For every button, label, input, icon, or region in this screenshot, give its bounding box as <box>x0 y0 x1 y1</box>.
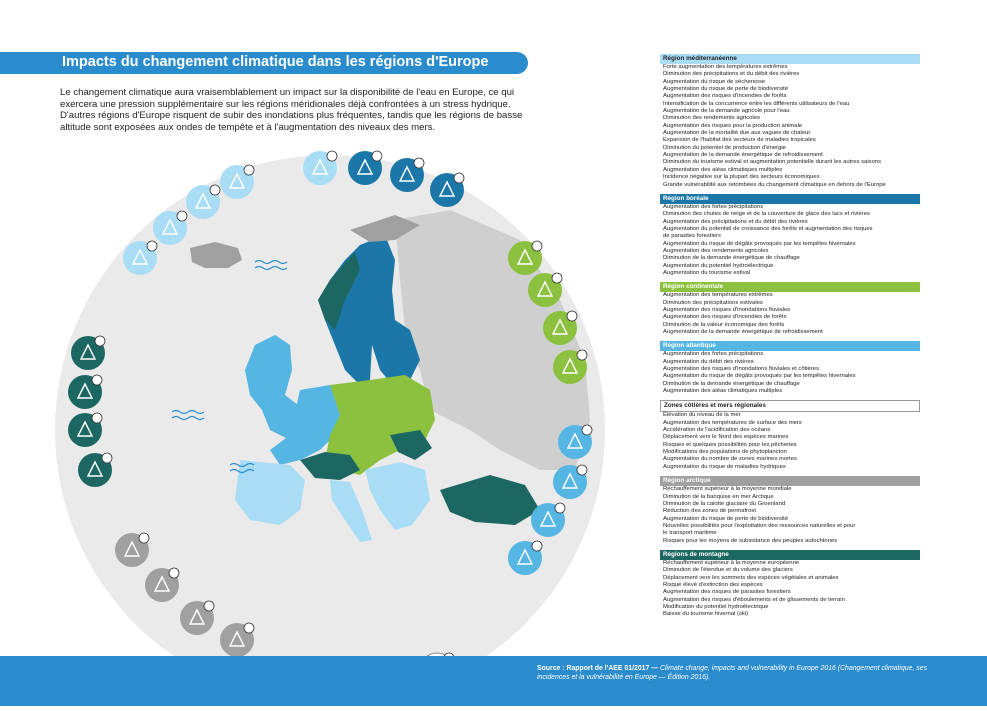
legend-item: Augmentation de la demande énergétique de refroidissement <box>663 152 823 159</box>
legend-item: Incidence négative sur la plupart des secteurs économiques <box>663 174 820 181</box>
legend-item: Déplacement vers le Nord des espèces marines <box>663 434 789 441</box>
legend-section-boreal <box>660 194 920 277</box>
thermometer-icon <box>528 273 562 307</box>
legend-item: Augmentation du risque de maladies hydriques <box>663 463 786 470</box>
legend-item: Diminution de la calotte glaciaire du Groenland <box>663 500 786 507</box>
legend-item: Modification du potentiel hydroélectrique <box>663 603 769 610</box>
legend-item: Diminution de la demande énergétique de chauffage <box>663 380 800 387</box>
legend-panel <box>660 54 920 624</box>
legend-heading: Région atlantique <box>660 341 920 351</box>
legend-item: Diminution des précipitations estivales <box>663 299 763 306</box>
legend-heading: Région continentale <box>660 282 920 292</box>
legend-heading: Région méditerranéenne <box>660 54 920 64</box>
storm-rain-icon <box>553 350 587 384</box>
legend-item: Risques pour les moyens de subsistance des peuples autochtones <box>663 537 838 544</box>
storm-cloud-icon <box>220 165 254 199</box>
legend-section-atlantic <box>660 341 920 395</box>
legend-item: Forte augmentation des températures extrêmes <box>663 64 788 70</box>
intro-text: Le changement climatique aura vraisemblablement un impact sur la disponibilité de l'eau en Europe, ce qui exercera une pression supplémentaire sur les régions méridionales déjà confrontées à un stress hydrique. D'autres régions d'Europe risquent de subir des inondations plus fréquentes, tandis que les régions de basse altitude sont exposées aux ondes de tempête et à l'augmentation des niveaux des mers. <box>60 87 523 133</box>
legend-item: Augmentation des températures de surface des mers <box>663 419 802 426</box>
legend-item: Augmentation des risques pour la production animale <box>663 122 803 129</box>
storm-rain-icon <box>558 425 592 459</box>
legend-item: Diminution du tourisme estival et augmentation potentielle durant les autres saisons <box>663 159 882 166</box>
house-flood-icon <box>531 503 565 537</box>
legend-item: Déplacement vers les sommets des espèces végétales et animales <box>663 574 839 581</box>
legend-heading: Région boréale <box>660 194 920 204</box>
animal-icon <box>68 413 102 447</box>
legend-item: Augmentation du risque de dégâts provoqués par les tempêtes hivernales <box>663 240 856 247</box>
source-report: Climate change, impacts and vulnerability in Europe 2016 (Changement climatique, ses incidences et la vulnérabilité en Europe — Édition 2016). <box>537 665 928 681</box>
legend-item: Augmentation des précipitations et du débit des rivières <box>663 218 808 225</box>
source-prefix: Source : Rapport de l'AEE 01/2017 — <box>537 665 659 672</box>
legend-item: Augmentation du risque de perte de biodiversité <box>663 515 789 522</box>
beach-sun-icon <box>303 151 337 185</box>
legend-item: Diminution des chutes de neige et de la couverture de glace des lacs et rivières <box>663 211 870 218</box>
europe-map <box>0 130 650 706</box>
fire-icon <box>186 185 220 219</box>
legend-item: Augmentation des fortes précipitations <box>663 351 764 358</box>
thermometer-icon <box>123 241 157 275</box>
footer <box>0 656 987 706</box>
legend-item: le transport maritime <box>663 530 717 537</box>
legend-section-mountain <box>660 550 920 619</box>
legend-item: Réduction des zones de permafrost <box>663 508 756 515</box>
oil-rig-icon <box>115 533 149 567</box>
house-heat-icon <box>508 541 542 575</box>
legend-item: Augmentation du potentiel de croissance des forêts et augmentation des risques <box>663 225 873 232</box>
landslide-icon <box>78 453 112 487</box>
legend-item: Augmentation du nombre de zones marines mortes <box>663 456 797 463</box>
legend-item: Diminution des précipitations et du débit des rivières <box>663 71 800 78</box>
tree-flood-icon <box>508 241 542 275</box>
wheat-icon <box>390 158 424 192</box>
legend-item: Augmentation des aléas climatiques multiples <box>663 388 783 395</box>
legend-item: Risque élevé d'extinction des espèces <box>663 581 763 588</box>
mosquito-icon <box>153 211 187 245</box>
legend-item: Diminution de la demande énergétique de chauffage <box>663 255 800 262</box>
forest-fire-icon <box>543 311 577 345</box>
legend-item: Augmentation du débit des rivières <box>663 358 754 365</box>
legend-item: Modifications des populations de phytoplancton <box>663 449 787 456</box>
legend-item: Élévation du niveau de la mer <box>663 412 741 419</box>
legend-item: Réchauffement supérieur à la moyenne mondiale <box>663 486 792 493</box>
legend-item: Augmentation des risques de parasites forestiers <box>663 589 791 596</box>
legend-item: Augmentation du risque de dégâts provoqués par les tempêtes hivernales <box>663 373 856 380</box>
source-text <box>537 664 937 682</box>
title-bar <box>0 52 528 74</box>
legend-item: Expansion de l'habitat des vecteurs de maladies tropicales <box>663 137 816 144</box>
polar-bear-icon <box>220 623 254 657</box>
legend-item: Diminution de la valeur économique des forêts <box>663 321 785 328</box>
legend-item: Diminution du potentiel de production d'énergie <box>663 144 786 151</box>
legend-item: Augmentation des risques d'incendies de forêts <box>663 314 787 321</box>
snowflake-icon <box>348 151 382 185</box>
page-title: Impacts du changement climatique dans les régions d'Europe <box>62 54 489 70</box>
storm-cloud-icon <box>430 173 464 207</box>
thermometer-icon <box>71 336 105 370</box>
mountain-snow-icon <box>68 375 102 409</box>
legend-heading: Régions de montagne <box>660 550 920 560</box>
legend-item: Augmentation des risques d'incendies de forêts <box>663 93 787 100</box>
legend-item: Augmentation des aléas climatiques multiples <box>663 166 783 173</box>
tree-flood-icon <box>553 465 587 499</box>
legend-item: Réchauffement supérieur à la moyenne européenne <box>663 559 800 566</box>
legend-item: de parasites forestiers <box>663 233 721 240</box>
legend-item: Risques et quelques possibilités pour les pêcheries <box>663 441 797 448</box>
legend-item: Augmentation de la mortalité due aux vagues de chaleur <box>663 130 811 137</box>
legend-item: Augmentation du risque de sécheresse <box>663 78 766 85</box>
legend-section-coastal <box>660 400 920 471</box>
legend-item: Augmentation de la demande énergétique de refroidissement <box>663 329 823 335</box>
ship-icon <box>180 601 214 635</box>
legend-item: Baisse du tourisme hivernal (ski) <box>663 611 749 618</box>
legend-item: Diminution de l'étendue et du volume des glaciers <box>663 567 793 574</box>
legend-item: Diminution des rendements agricoles <box>663 115 760 122</box>
legend-section-mediterranean <box>660 54 920 189</box>
legend-section-continental <box>660 282 920 336</box>
map-svg <box>0 130 650 706</box>
legend-item: Augmentation du risque de perte de biodiversité <box>663 86 789 93</box>
legend-item: Augmentation du potentiel hydroélectrique <box>663 262 774 269</box>
legend-item: Augmentation du tourisme estival <box>663 269 751 276</box>
legend-item: Diminution de la banquise en mer Arctique <box>663 493 774 500</box>
thermometer-icon <box>145 568 179 602</box>
legend-item: Augmentation des fortes précipitations <box>663 203 764 210</box>
legend-heading: Région arctique <box>660 476 920 486</box>
legend-item: Intensification de la concurrence entre les différents utilisateurs de l'eau <box>663 100 850 107</box>
legend-item: Accélération de l'acidification des océans <box>663 427 771 434</box>
legend-item: Augmentation des risques d'inondations fluviales et côtières <box>663 366 820 373</box>
legend-item: Nouvelles possibilités pour l'exploitation des ressources naturelles et pour <box>663 522 856 529</box>
legend-item: Augmentation des rendements agricoles <box>663 247 769 254</box>
legend-item: Augmentation des risques d'éboulements et de glissements de terrain <box>663 596 845 603</box>
legend-item: Grande vulnérabilité aux retombées du changement climatique en dehors de l'Europe <box>663 181 886 188</box>
legend-heading: Zones côtières et mers régionales <box>660 400 920 412</box>
legend-item: Augmentation des températures extrêmes <box>663 292 773 299</box>
legend-section-arctic <box>660 476 920 545</box>
legend-item: Augmentation de la demande agricole pour l'eau <box>663 108 790 115</box>
legend-item: Augmentation des risques d'inondations fluviales <box>663 306 791 313</box>
